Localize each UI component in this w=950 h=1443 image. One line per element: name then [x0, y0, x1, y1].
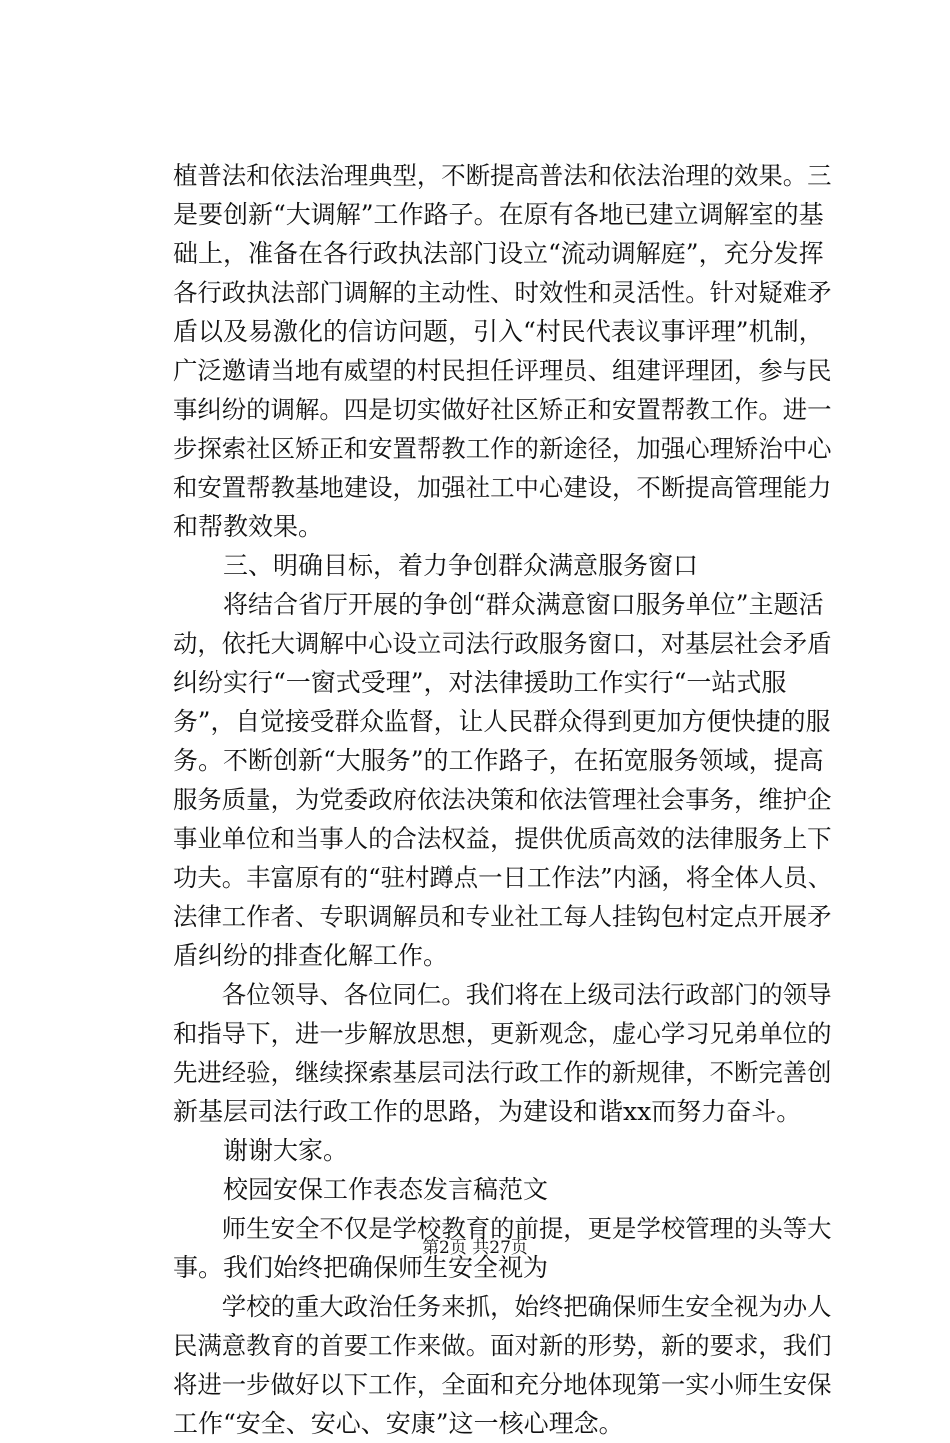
text-line: 服务质量，为党委政府依法决策和依法管理社会事务，维护企: [173, 785, 832, 814]
text-line: 动，依托大调解中心设立司法行政服务窗口，对基层社会矛盾: [173, 629, 832, 658]
text-line: 纠纷实行“一窗式受理”，对法律援助工作实行“一站式服: [173, 668, 787, 697]
text-line: 法律工作者、专职调解员和专业社工每人挂钩包村定点开展矛: [173, 902, 832, 931]
text-line: 植普法和依法治理典型，不断提高普法和依法治理的效果。三: [173, 161, 832, 190]
text-line: 务。不断创新“大服务”的工作路子，在拓宽服务领域，提高: [173, 746, 824, 775]
text-line: 事业单位和当事人的合法权益，提供优质高效的法律服务上下: [173, 824, 832, 853]
text-line: 先进经验，继续探索基层司法行政工作的新规律，不断完善创: [173, 1058, 832, 1087]
text-line: 事。我们始终把确保师生安全视为: [173, 1253, 549, 1282]
text-line: 谢谢大家。: [223, 1136, 349, 1165]
page-number-footer: 第2页 共27页: [422, 1238, 528, 1258]
text-line: 事纠纷的调解。四是切实做好社区矫正和安置帮教工作。进一: [173, 395, 832, 424]
text-line: 师生安全不仅是学校教育的前提，更是学校管理的头等大: [221, 1214, 832, 1243]
text-line: 各行政执法部门调解的主动性、时效性和灵活性。针对疑难矛: [173, 278, 832, 307]
text-line: 学校的重大政治任务来抓，始终把确保师生安全视为办人: [221, 1292, 832, 1321]
text-line: 和指导下，进一步解放思想，更新观念，虚心学习兄弟单位的: [173, 1019, 832, 1048]
text-line: 校园安保工作表态发言稿范文: [223, 1175, 549, 1204]
text-line: 民满意教育的首要工作来做。面对新的形势，新的要求，我们: [173, 1331, 832, 1360]
text-line: 将结合省厅开展的争创“群众满意窗口服务单位”主题活: [223, 590, 824, 619]
text-line: 是要创新“大调解”工作路子。在原有各地已建立调解室的基: [173, 200, 824, 229]
text-line: 工作“安全、安心、安康”这一核心理念。: [173, 1409, 624, 1438]
text-line: 务”，自觉接受群众监督，让人民群众得到更加方便快捷的服: [173, 707, 831, 736]
text-line: 盾纠纷的排查化解工作。: [173, 941, 449, 970]
text-line: 各位领导、各位同仁。我们将在上级司法行政部门的领导: [221, 980, 832, 1009]
text-line: 功夫。丰富原有的“驻村蹲点一日工作法”内涵，将全体人员、: [173, 863, 833, 892]
text-line: 和安置帮教基地建设，加强社工中心建设，不断提高管理能力: [173, 473, 832, 502]
text-line: 将进一步做好以下工作，全面和充分地体现第一实小师生安保: [173, 1370, 832, 1399]
text-line: 和帮教效果。: [173, 512, 324, 541]
text-line: 广泛邀请当地有威望的村民担任评理员、组建评理团，参与民: [173, 356, 832, 385]
text-line: 盾以及易激化的信访问题，引入“村民代表议事评理”机制，: [173, 317, 824, 346]
text-line: 步探索社区矫正和安置帮教工作的新途径，加强心理矫治中心: [173, 434, 832, 463]
text-line: 三、明确目标，着力争创群众满意服务窗口: [223, 551, 699, 580]
text-line: 新基层司法行政工作的思路，为建设和谐xx而努力奋斗。: [173, 1097, 802, 1126]
text-line: 础上，准备在各行政执法部门设立“流动调解庭”，充分发挥: [173, 239, 824, 268]
